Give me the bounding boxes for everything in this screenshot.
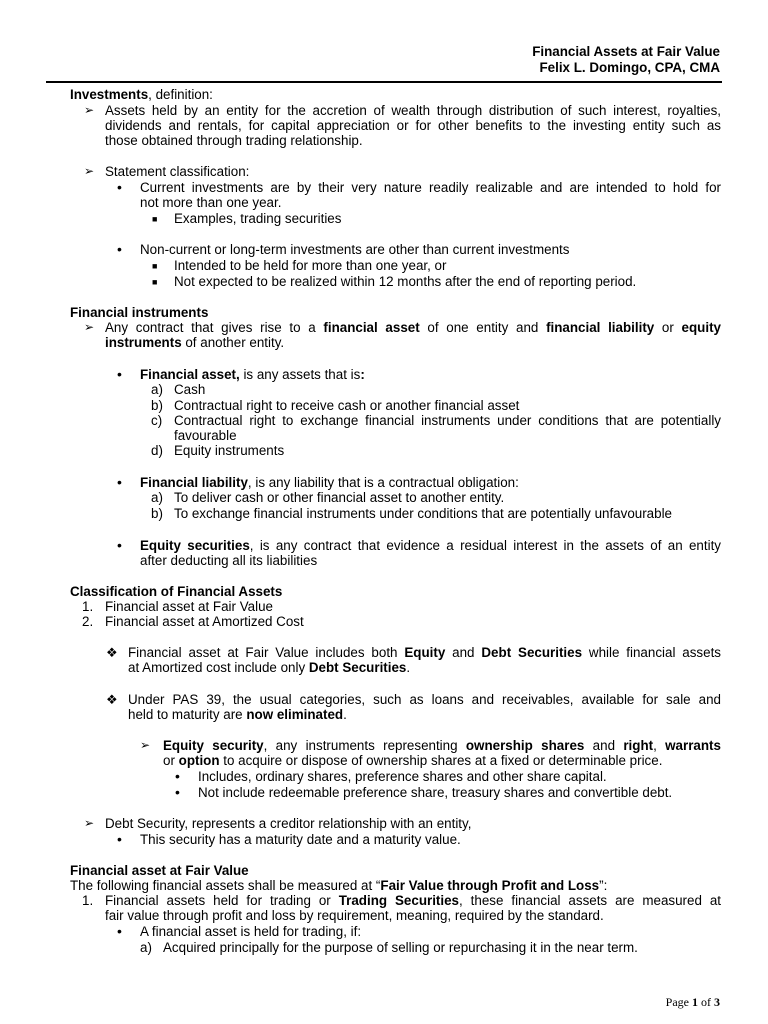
- financial-asset-definition: Financial asset, is any assets that is:: [140, 367, 365, 382]
- statement-classification: Statement classification:: [105, 164, 250, 179]
- arrow-bullet-icon: ➢: [84, 164, 95, 178]
- round-bullet-icon: •: [117, 179, 122, 195]
- investments-definition-line-3: those obtained through trading relationship.: [105, 133, 363, 148]
- debt-security: Debt Security, represents a creditor relationship with an entity,: [105, 816, 472, 831]
- debt-security-detail: This security has a maturity date and a maturity value.: [140, 832, 461, 847]
- round-bullet-icon: •: [117, 831, 122, 847]
- classification-note-2-line-2: held to maturity are now eliminated.: [128, 707, 347, 722]
- classification-item-number: 2.: [82, 614, 94, 629]
- classification-heading: Classification of Financial Assets: [70, 584, 283, 599]
- round-bullet-icon: •: [175, 784, 180, 800]
- current-investments-line-1: Current investments are by their very nature readily realizable and are intended to hold for: [140, 180, 721, 195]
- round-bullet-icon: •: [117, 366, 122, 382]
- classification-note-1-line-2: at Amortized cost include only Debt Securities.: [128, 660, 411, 675]
- classification-item-number: 1.: [82, 599, 94, 614]
- held-for-trading-item-a: Acquired principally for the purpose of selling or repurchasing it in the near term.: [163, 940, 638, 955]
- asset-item: Equity instruments: [174, 443, 285, 458]
- fair-value-item-1-line-1: Financial assets held for trading or Trading Securities, these financial assets are measured at: [105, 893, 722, 908]
- liability-item-letter: b): [151, 506, 163, 521]
- diamond-bullet-icon: ❖: [106, 692, 118, 707]
- equity-security-line-1: Equity security, any instruments representing ownership shares and right, warrants: [163, 738, 721, 753]
- financial-instruments-definition-line-1: Any contract that gives rise to a financial asset of one entity and financial liability or equity: [105, 320, 721, 335]
- liability-item-letter: a): [151, 490, 163, 505]
- classification-note-1-line-1: Financial asset at Fair Value includes both Equity and Debt Securities while financial assets: [128, 645, 721, 660]
- asset-item: Cash: [174, 382, 206, 397]
- document-title: Financial Assets at Fair Value: [532, 44, 720, 59]
- document-author: Felix L. Domingo, CPA, CMA: [539, 60, 720, 75]
- classification-item: Financial asset at Fair Value: [105, 599, 273, 614]
- equity-securities-definition-line-2: after deducting all its liabilities: [140, 553, 318, 568]
- noncurrent-item-a: Intended to be held for more than one year, or: [174, 258, 447, 273]
- header-rule: [46, 81, 722, 83]
- investments-definition-line-1: Assets held by an entity for the accretion of wealth through distribution of such interest, royalties,: [105, 103, 721, 118]
- square-bullet-icon: ■: [152, 261, 158, 271]
- asset-item-letter: a): [151, 382, 163, 397]
- equity-security-includes: Includes, ordinary shares, preference shares and other share capital.: [198, 769, 607, 784]
- arrow-bullet-icon: ➢: [140, 738, 151, 752]
- asset-item: Contractual right to receive cash or another financial asset: [174, 398, 520, 413]
- asset-item-continuation: favourable: [174, 428, 237, 443]
- classification-item: Financial asset at Amortized Cost: [105, 614, 304, 629]
- financial-liability-definition: Financial liability, is any liability that is a contractual obligation:: [140, 475, 519, 490]
- fair-value-item-number: 1.: [82, 893, 94, 908]
- financial-instruments-definition-line-2: instruments of another entity.: [105, 335, 285, 350]
- fair-value-heading: Financial asset at Fair Value: [70, 863, 249, 878]
- equity-security-line-2: or option to acquire or dispose of ownership shares at a fixed or determinable price.: [163, 753, 663, 768]
- noncurrent-investments: Non-current or long-term investments are other than current investments: [140, 242, 570, 257]
- equity-security-excludes: Not include redeemable preference share, treasury shares and convertible debt.: [198, 785, 673, 800]
- equity-securities-definition-line-1: Equity securities, is any contract that evidence a residual interest in the assets of an entity: [140, 538, 721, 553]
- current-investments-line-2: not more than one year.: [140, 195, 282, 210]
- arrow-bullet-icon: ➢: [84, 816, 95, 830]
- diamond-bullet-icon: ❖: [106, 645, 118, 660]
- arrow-bullet-icon: ➢: [84, 103, 95, 117]
- investments-heading: Investments, definition:: [70, 87, 213, 102]
- financial-instruments-heading: Financial instruments: [70, 305, 209, 320]
- round-bullet-icon: •: [117, 474, 122, 490]
- noncurrent-item-b: Not expected to be realized within 12 months after the end of reporting period.: [174, 274, 637, 289]
- asset-item-letter: b): [151, 398, 163, 413]
- liability-item: To deliver cash or other financial asset to another entity.: [174, 490, 505, 505]
- round-bullet-icon: •: [117, 923, 122, 939]
- round-bullet-icon: •: [175, 768, 180, 784]
- fair-value-item-1-line-2: fair value through profit and loss by requirement, meaning, required by the standard.: [105, 908, 604, 923]
- asset-item: Contractual right to exchange financial instruments under conditions that are potentially: [174, 413, 721, 428]
- held-for-trading-letter: a): [140, 940, 152, 955]
- round-bullet-icon: •: [117, 537, 122, 553]
- page-number: Page 1 of 3: [665, 995, 720, 1009]
- square-bullet-icon: ■: [152, 214, 158, 224]
- square-bullet-icon: ■: [152, 277, 158, 287]
- round-bullet-icon: •: [117, 241, 122, 257]
- held-for-trading: A financial asset is held for trading, if:: [140, 924, 362, 939]
- current-investments-example: Examples, trading securities: [174, 211, 342, 226]
- fair-value-intro: The following financial assets shall be measured at “Fair Value through Profit and Loss”:: [70, 878, 608, 893]
- liability-item: To exchange financial instruments under conditions that are potentially unfavourable: [174, 506, 672, 521]
- classification-note-2-line-1: Under PAS 39, the usual categories, such as loans and receivables, available for sale and: [128, 692, 721, 707]
- arrow-bullet-icon: ➢: [84, 320, 95, 334]
- asset-item-letter: c): [151, 413, 163, 428]
- asset-item-letter: d): [151, 443, 163, 458]
- investments-definition-line-2: dividends and rentals, for capital appreciation or for other benefits to the investing entity such as: [105, 118, 721, 133]
